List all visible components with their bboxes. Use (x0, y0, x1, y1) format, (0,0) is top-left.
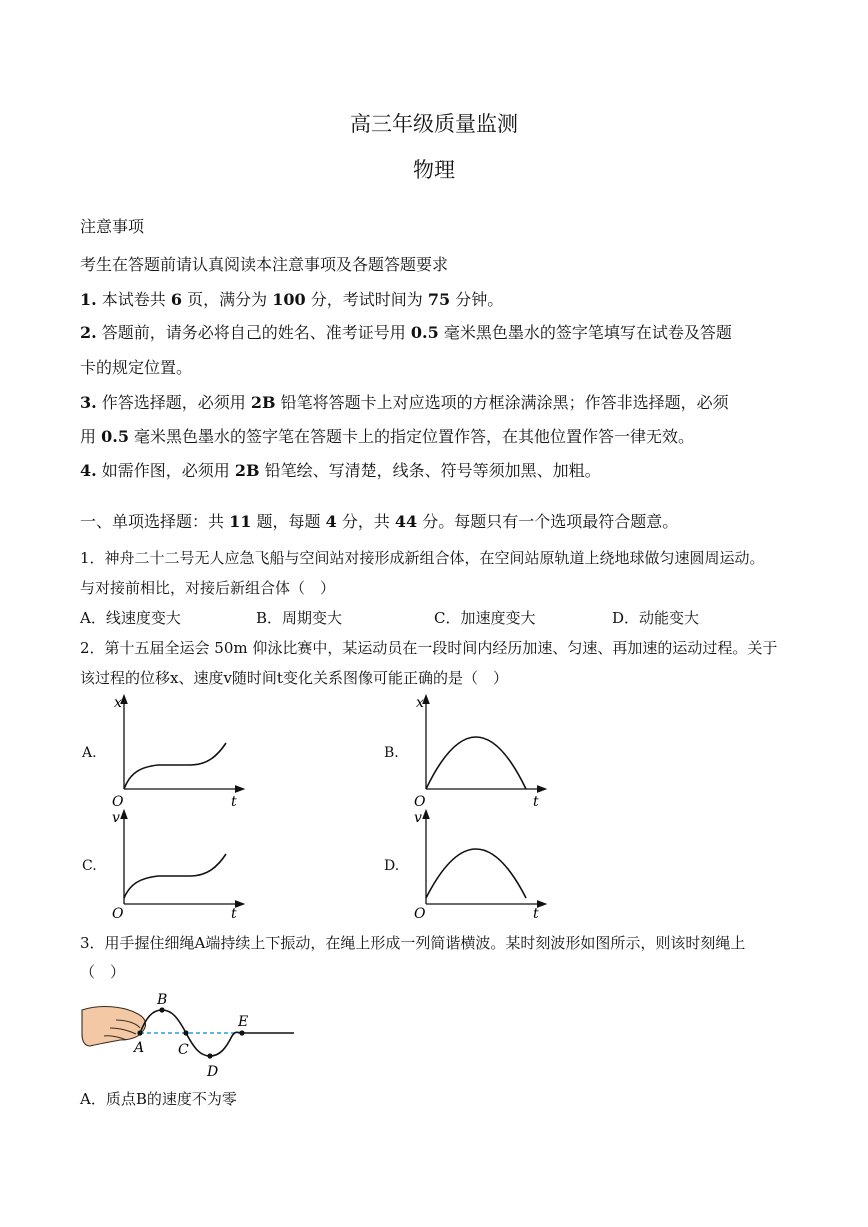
graph-b-curve (426, 737, 526, 789)
graph-b-label: B. (384, 745, 399, 761)
graph-b-x-label: t (533, 794, 539, 809)
question-3-line1: 3．用手握住细绳A端持续上下振动，在绳上形成一列简谐横波。某时刻波形如图所示，则该时刻绳上 (80, 934, 746, 952)
graph-c-curve (124, 854, 226, 898)
graph-a (108, 693, 248, 809)
graph-c-origin: O (112, 906, 124, 922)
graph-a-origin: O (112, 794, 124, 809)
graph-c-label: C. (82, 858, 97, 874)
graph-b-origin: O (414, 794, 426, 809)
graph-a-y-label: x (114, 695, 122, 711)
graph-a-label: A. (82, 745, 97, 761)
graph-d-x-label: t (533, 906, 539, 922)
q1-option-c: C．加速度变大 (434, 609, 536, 627)
wave-figure (80, 990, 300, 1080)
exam-title: 高三年级质量监测 (350, 112, 518, 136)
section-1-heading: 一、单项选择题：共 11 题，每题 4 分，共 44 分。每题只有一个选项最符合题意。 (80, 512, 679, 531)
graph-d-y-label: v (414, 810, 422, 826)
q3-option-a: A．质点B的速度不为零 (80, 1090, 237, 1108)
graph-c-x-label: t (231, 906, 237, 922)
graph-d-label: D. (384, 858, 400, 874)
notice-item-3-line2: 用 0.5 毫米黑色墨水的签字笔在答题卡上的指定位置作答，在其他位置作答一律无效。 (80, 427, 695, 446)
point-e-label: E (238, 1014, 249, 1030)
q1-option-d: D．动能变大 (612, 609, 700, 627)
notice-item-2-line1: 2. 答题前，请务必将自己的姓名、准考证号用 0.5 毫米黑色墨水的签字笔填写在试卷及答题 (80, 323, 732, 342)
graph-d-curve (426, 849, 526, 898)
question-1-line2: 与对接前相比，对接后新组合体（ ） (80, 579, 336, 597)
notice-item-2-line2: 卡的规定位置。 (80, 358, 193, 377)
graph-c-y-label: v (112, 810, 120, 826)
question-3-line2: （ ） (80, 963, 126, 981)
point-a (137, 1030, 142, 1035)
graph-a-curve (124, 743, 226, 789)
graph-d-origin: O (414, 906, 426, 922)
question-2-line1: 2．第十五届全运会 50m 仰泳比赛中，某运动员在一段时间内经历加速、匀速、再加速的运动过程。关于 (80, 639, 778, 657)
graph-a-x-label: t (231, 794, 237, 809)
point-b-label: B (157, 992, 168, 1008)
graph-d (410, 808, 550, 924)
notice-item-3-line1: 3. 作答选择题，必须用 2B 铅笔将答题卡上对应选项的方框涂满涂黑；作答非选择题，必须 (80, 393, 729, 412)
notice-heading: 注意事项 (80, 217, 145, 236)
graph-b-y-label: x (416, 695, 424, 711)
graph-b (410, 693, 550, 809)
point-a-label: A (134, 1040, 145, 1056)
question-1-line1: 1．神舟二十二号无人应急飞船与空间站对接形成新组合体，在空间站原轨道上绕地球做匀速圆周运动。 (80, 549, 765, 567)
graph-c (108, 808, 248, 924)
notice-item-1: 1. 本试卷共 6 页，满分为 100 分，考试时间为 75 分钟。 (80, 290, 504, 309)
point-b (159, 1007, 164, 1012)
point-d (207, 1053, 212, 1058)
notice-item-4: 4. 如需作图，必须用 2B 铅笔绘、写清楚，线条、符号等须加黑、加粗。 (80, 461, 601, 480)
notice-intro: 考生在答题前请认真阅读本注意事项及各题答题要求 (80, 255, 449, 274)
question-2-line2: 该过程的位移x、速度v随时间t变化关系图像可能正确的是（ ） (80, 669, 508, 687)
point-e (239, 1030, 244, 1035)
q1-option-a: A．线速度变大 (80, 609, 181, 627)
q1-option-b: B．周期变大 (256, 609, 343, 627)
point-c (183, 1030, 188, 1035)
exam-subject: 物理 (413, 158, 455, 182)
point-d-label: D (207, 1064, 219, 1080)
point-c-label: C (178, 1042, 189, 1058)
